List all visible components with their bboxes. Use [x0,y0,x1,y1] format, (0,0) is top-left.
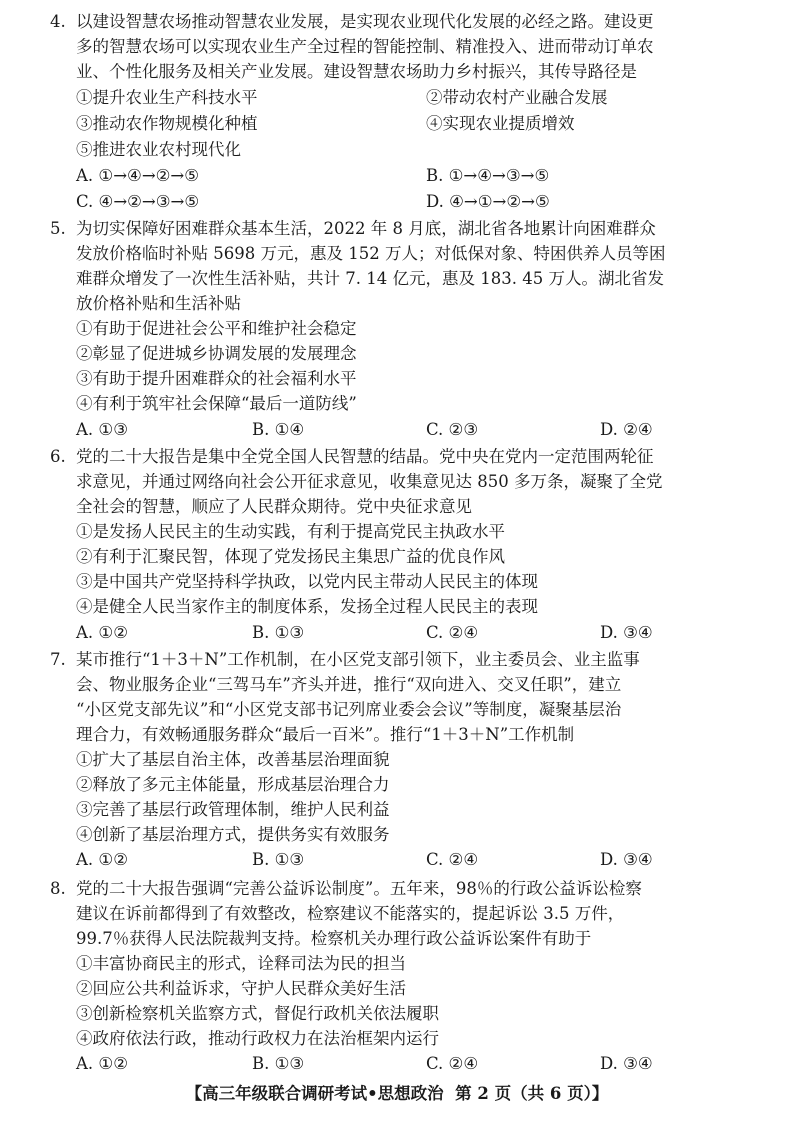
statement-option: ①提升农业生产科技水平 [76,88,258,107]
statement-option: ⑤推进农业农村现代化 [76,140,241,159]
question-stem-line: 业、个性化服务及相关产业发展。建设智慧农场助力乡村振兴，其传导路径是 [76,62,637,81]
question-stem-line: 求意见，并通过网络向社会公开征求意见，收集意见达 850 多万条，凝聚了全党 [76,472,663,491]
statement-option: ③完善了基层行政管理体制，维护人民利益 [76,800,390,819]
answer-choice-c[interactable]: C. ②④ [426,1054,479,1073]
question-stem-line: 以建设智慧农场推动智慧农业发展，是实现农业现代化发展的必经之路。建设更 [76,12,654,31]
answer-choice-c[interactable]: C. ④→②→③→⑤ [76,192,200,211]
answer-choice-d[interactable]: D. ③④ [600,1054,653,1073]
question-stem-line: 多的智慧农场可以实现农业生产全过程的智能控制、精准投入、进而带动订单农 [76,37,654,56]
statement-option: ②有利于汇聚民智，体现了党发扬民主集思广益的优良作风 [76,547,505,566]
answer-choice-b[interactable]: B. ①③ [252,1054,305,1073]
question-stem-line: 会、物业服务企业“三驾马车”齐头并进，推行“双向进入、交叉任职”，建立 [76,675,622,694]
question-stem-line: 为切实保障好困难群众基本生活，2022 年 8 月底，湖北省各地累计向困难群众 [76,219,656,238]
statement-option: ④政府依法行政，推动行政权力在法治框架内运行 [76,1029,439,1048]
answer-choice-a[interactable]: A. ①② [76,850,128,869]
answer-choice-a[interactable]: A. ①→④→②→⑤ [76,166,200,185]
question-stem-line: 难群众增发了一次性生活补贴，共计 7. 14 亿元，惠及 183. 45 万人。湖北省发 [76,269,664,288]
statement-option: ④是健全人民当家作主的制度体系，发扬全过程人民民主的表现 [76,597,538,616]
question-number: 6. [50,447,66,466]
question-stem-line: 99.7％获得人民法院裁判支持。检察机关办理行政公益诉讼案件有助于 [76,929,592,948]
answer-choice-b[interactable]: B. ①③ [252,850,305,869]
statement-option: ①扩大了基层自治主体，改善基层治理面貌 [76,750,390,769]
answer-choice-c[interactable]: C. ②③ [426,420,479,439]
statement-option: ④创新了基层治理方式，提供务实有效服务 [76,825,390,844]
question-number: 5. [50,219,66,238]
statement-option: ②彰显了促进城乡协调发展的发展理念 [76,344,357,363]
answer-choice-d[interactable]: D. ④→①→②→⑤ [426,192,550,211]
question-stem-line: 全社会的智慧，顺应了人民群众期待。党中央征求意见 [76,497,472,516]
answer-choice-a[interactable]: A. ①② [76,623,128,642]
answer-choice-d[interactable]: D. ③④ [600,850,653,869]
question-stem-line: 理合力，有效畅通服务群众“最后一百米”。推行“1＋3＋N”工作机制 [76,725,575,744]
question-number: 4. [50,12,66,31]
statement-option: ①丰富协商民主的形式，诠释司法为民的担当 [76,954,406,973]
answer-choice-b[interactable]: B. ①④ [252,420,305,439]
footer-separator-dot: • [367,1084,378,1103]
answer-choice-c[interactable]: C. ②④ [426,850,479,869]
statement-option: ②释放了多元主体能量，形成基层治理合力 [76,775,390,794]
statement-option: ②带动农村产业融合发展 [426,88,608,107]
question-stem-line: 发放价格临时补贴 5698 万元，惠及 152 万人；对低保对象、特困供养人员等困 [76,244,666,263]
answer-choice-d[interactable]: D. ②④ [600,420,653,439]
question-stem-line: 放价格补贴和生活补贴 [76,294,241,313]
footer-exam-name: 【高三年级联合调研考试 [185,1084,368,1103]
answer-choice-a[interactable]: A. ①② [76,1054,128,1073]
question-number: 7. [50,650,66,669]
statement-option: ③是中国共产党坚持科学执政，以党内民主带动人民民主的体现 [76,572,538,591]
answer-choice-b[interactable]: B. ①③ [252,623,305,642]
question-stem-line: 某市推行“1＋3＋N”工作机制，在小区党支部引领下，业主委员会、业主监事 [76,650,640,669]
statement-option: ③推动农作物规模化种植 [76,114,258,133]
answer-choice-d[interactable]: D. ③④ [600,623,653,642]
question-stem-line: 党的二十大报告强调“完善公益诉讼制度”。五年来，98％的行政公益诉讼检察 [76,879,642,898]
question-stem-line: 党的二十大报告是集中全党全国人民智慧的结晶。党中央在党内一定范围两轮征 [76,447,654,466]
answer-choice-b[interactable]: B. ①→④→③→⑤ [426,166,550,185]
answer-choice-c[interactable]: C. ②④ [426,623,479,642]
question-stem-line: 建议在诉前都得到了有效整改，检察建议不能落实的，提起诉讼 3.5 万件， [76,904,625,923]
statement-option: ④有利于筑牢社会保障“最后一道防线” [76,394,357,413]
footer-page-number: 第 2 页（共 6 页）】 [455,1084,609,1103]
question-stem-line: “小区党支部先议”和“小区党支部书记列席业委会会议”等制度，凝聚基层治 [76,700,622,719]
statement-option: ③有助于提升困难群众的社会福利水平 [76,369,357,388]
footer-subject: 思想政治 [377,1084,444,1103]
statement-option: ①是发扬人民民主的生动实践，有利于提高党民主执政水平 [76,522,505,541]
statement-option: ④实现农业提质增效 [426,114,575,133]
statement-option: ①有助于促进社会公平和维护社会稳定 [76,319,357,338]
statement-option: ②回应公共利益诉求，守护人民群众美好生活 [76,979,406,998]
question-number: 8. [50,879,66,898]
page-footer [0,1082,794,1106]
statement-option: ③创新检察机关监察方式，督促行政机关依法履职 [76,1004,439,1023]
answer-choice-a[interactable]: A. ①③ [76,420,128,439]
